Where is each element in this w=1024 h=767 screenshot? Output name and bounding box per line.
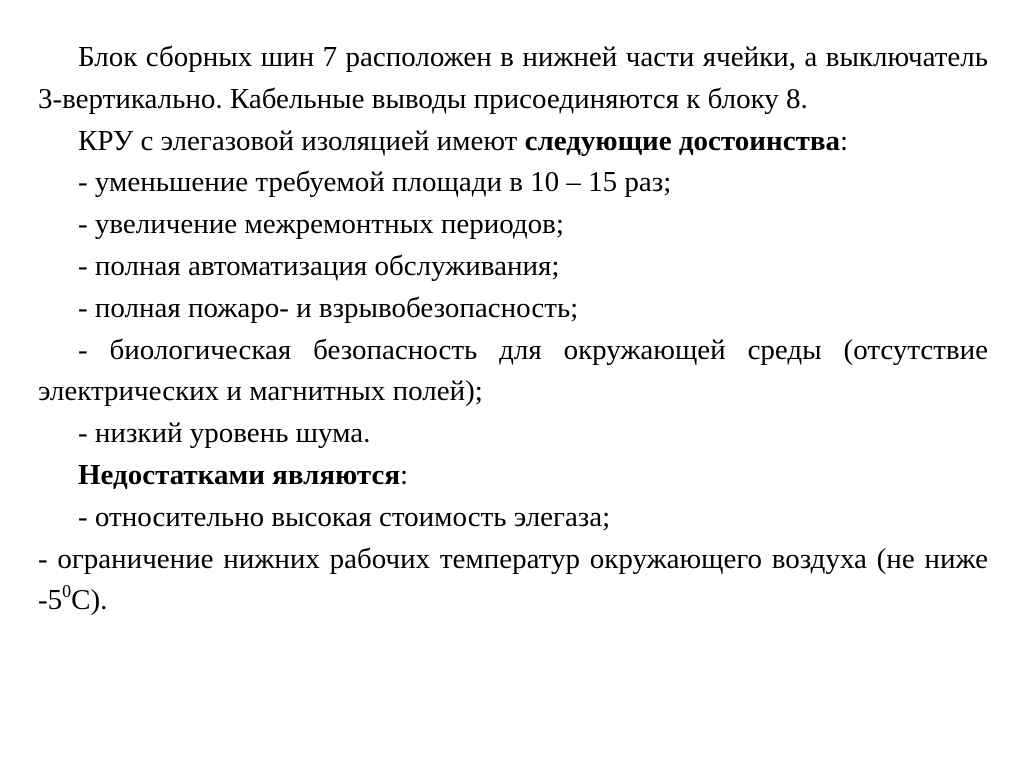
advantage-item-fire-safety: - полная пожаро- и взрывобезопасность; <box>78 291 579 324</box>
advantage-item-automation: - полная автоматизация обслуживания; <box>78 249 560 282</box>
disadvantages-heading: Недостатками являются <box>78 458 401 491</box>
disadvantage-item-temperature <box>38 539 988 623</box>
disadvantage-item-cost: - относительно высокая стоимость элегаза; <box>78 500 611 533</box>
temperature-text: - ограничение нижних рабочих температур окружающего воздуха (не ниже -5 <box>38 542 988 617</box>
degree-superscript: 0 <box>62 580 72 601</box>
paragraph-advantages-intro <box>38 121 988 163</box>
advantage-item-maintenance-interval: - увеличение межремонтных периодов; <box>78 208 564 241</box>
temperature-unit: С). <box>71 584 108 617</box>
paragraph-disadvantages-intro <box>38 455 988 497</box>
advantage-item-area: - уменьшение требуемой площади в 10 – 15 раз; <box>78 166 672 199</box>
advantages-heading: следующие достоинства <box>524 124 840 157</box>
advantage-item-biological-safety: - биологическая безопасность для окружающей среды (отсутствие электрических и магнитных полей); <box>38 333 988 408</box>
slide-text <box>38 37 988 622</box>
advantage-item-low-noise: - низкий уровень шума. <box>78 417 371 450</box>
paragraph-busbar: Блок сборных шин 7 расположен в нижней части ячейки, а выключатель 3-вертикально. Кабельные выводы присоединяются к блоку 8. <box>38 41 988 115</box>
disadvantages-colon: : <box>400 458 409 491</box>
advantages-intro-text: КРУ с элегазовой изоляцией имеют <box>78 124 525 157</box>
advantages-colon: : <box>839 124 849 157</box>
